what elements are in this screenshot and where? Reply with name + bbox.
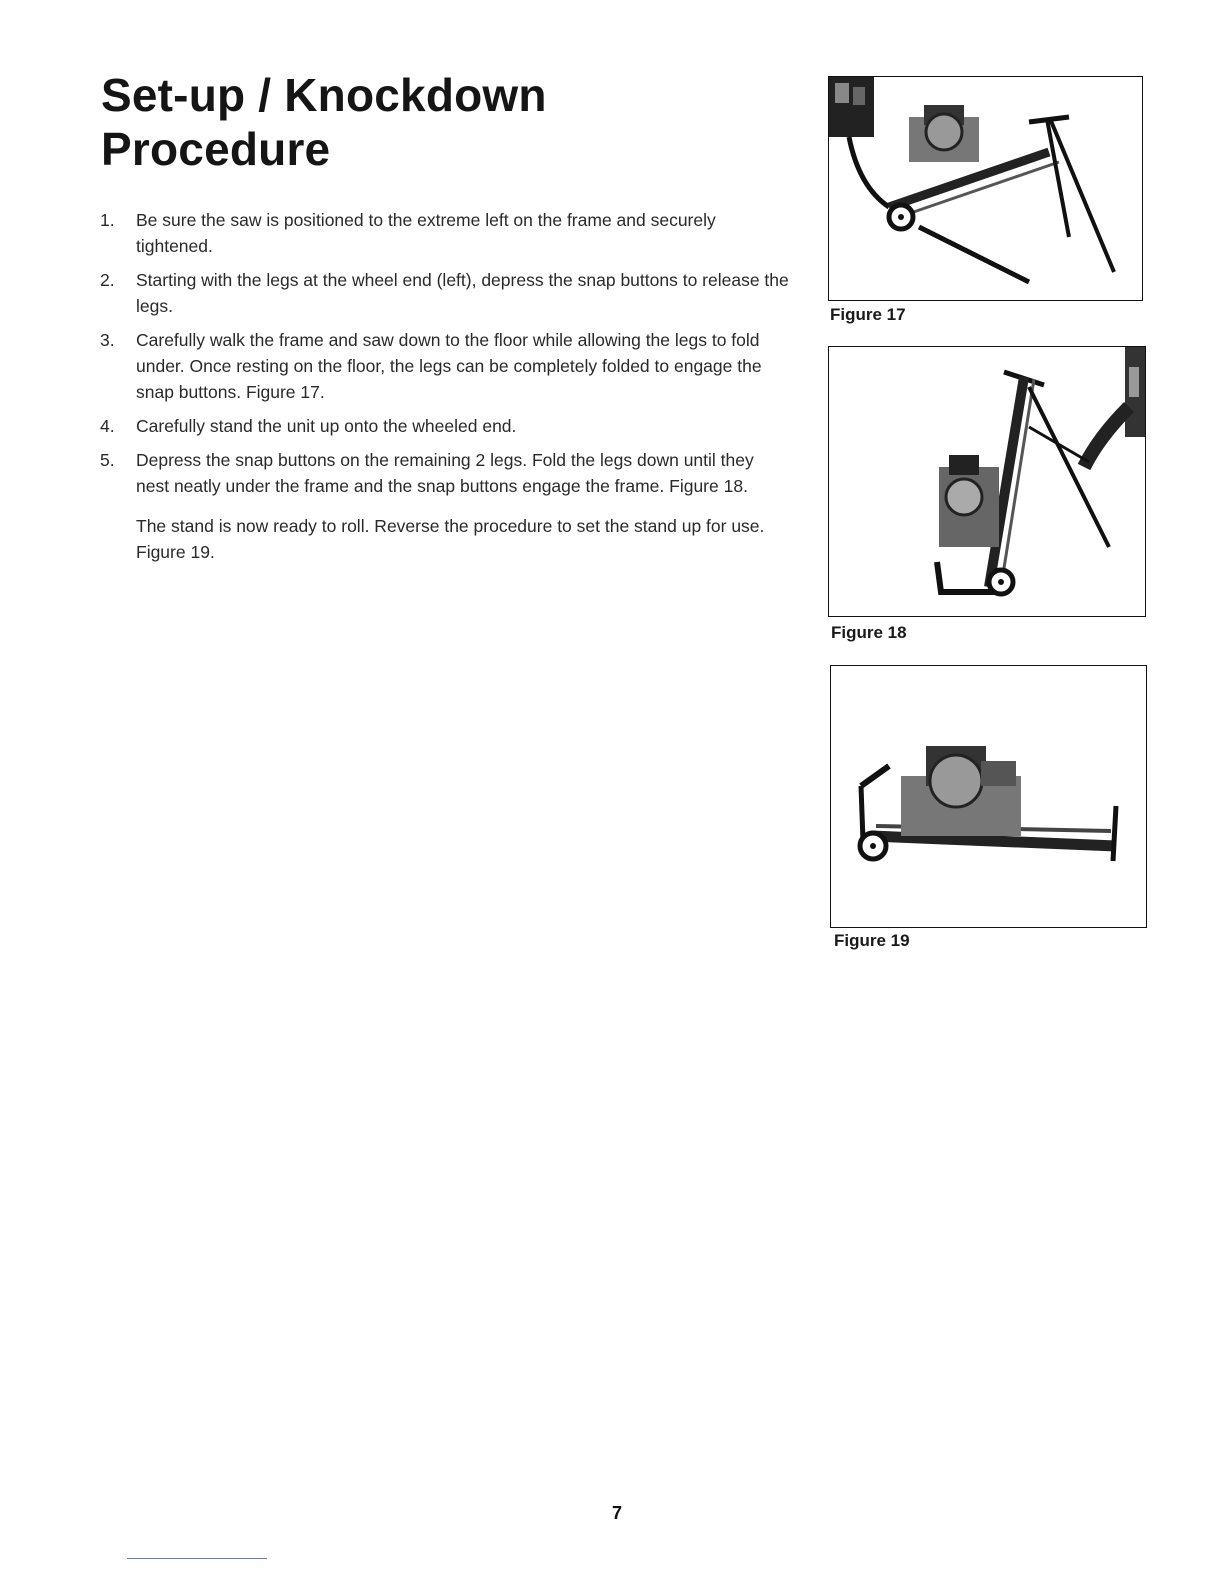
step-text: Be sure the saw is positioned to the extreme left on the frame and securely tightened. <box>136 210 716 256</box>
footer-rule <box>127 1558 267 1559</box>
step-text: Carefully walk the frame and saw down to the floor while allowing the legs to fold under. Once resting on the floor, the legs can be completely folded to engage the snap buttons. Figure 17. <box>136 330 762 402</box>
step-number: 2. <box>100 270 115 290</box>
figure-19-caption: Figure 19 <box>834 931 910 950</box>
figure-19-illustration <box>831 666 1146 927</box>
procedure-steps <box>100 207 790 573</box>
figure-17-caption: Figure 17 <box>830 305 906 324</box>
step-text: Carefully stand the unit up onto the wheeled end. <box>136 416 517 436</box>
step-item <box>100 447 790 565</box>
step-number: 5. <box>100 450 115 470</box>
figure-17-image <box>828 76 1143 301</box>
step-text: Depress the snap buttons on the remaining 2 legs. Fold the legs down until they nest neatly under the frame and the snap buttons engage the frame. Figure 18. <box>136 450 754 496</box>
page-title-line-2: Procedure <box>101 123 331 175</box>
step-number: 4. <box>100 416 115 436</box>
page-number: 7 <box>612 1503 623 1523</box>
figure-18-illustration <box>829 347 1145 616</box>
step-item <box>100 413 790 439</box>
step-item <box>100 267 790 319</box>
page-title <box>101 68 547 176</box>
step-text: Starting with the legs at the wheel end (left), depress the snap buttons to release the legs. <box>136 270 789 316</box>
step-item <box>100 327 790 405</box>
page-title-line-1: Set-up / Knockdown <box>101 69 547 121</box>
figure-18-image <box>828 346 1146 617</box>
step-number: 3. <box>100 330 115 350</box>
figure-19-image <box>830 665 1147 928</box>
closing-note: The stand is now ready to roll. Reverse the procedure to set the stand up for use. Figure 19. <box>136 516 765 562</box>
step-number: 1. <box>100 210 115 230</box>
figure-18-caption: Figure 18 <box>831 623 907 642</box>
figure-17-illustration <box>829 77 1142 300</box>
step-item <box>100 207 790 259</box>
